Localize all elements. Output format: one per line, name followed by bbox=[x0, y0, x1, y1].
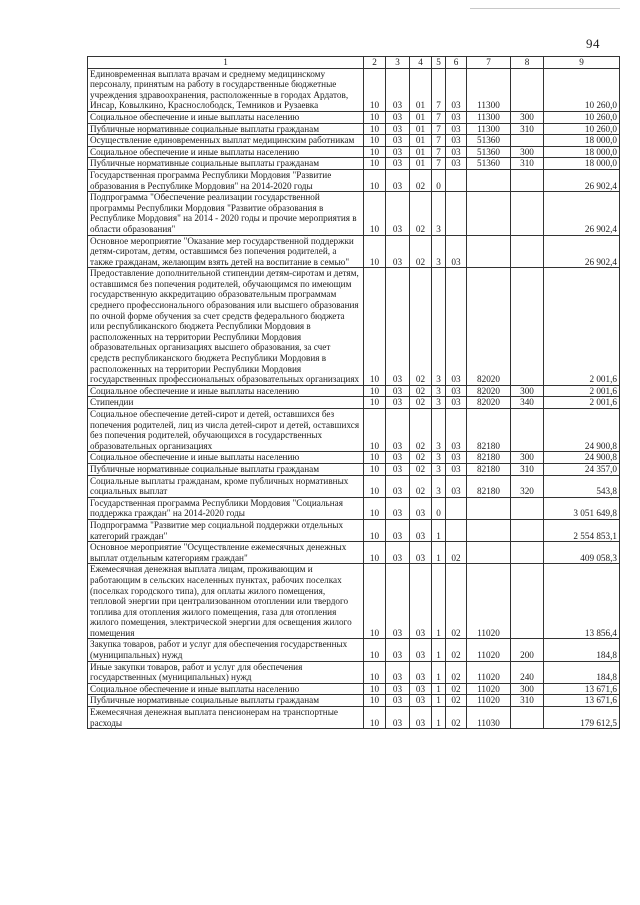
row-code-c5: 3 bbox=[432, 397, 446, 409]
row-code-c2: 10 bbox=[364, 519, 386, 541]
row-code-c7: 82020 bbox=[467, 397, 511, 409]
row-code-c8 bbox=[511, 409, 544, 452]
row-code-c7: 11300 bbox=[467, 111, 511, 123]
row-code-c7: 82180 bbox=[467, 463, 511, 475]
row-name: Публичные нормативные социальные выплаты гражданам bbox=[88, 463, 364, 475]
row-code-c6: 02 bbox=[446, 661, 467, 683]
row-code-c6: 03 bbox=[446, 475, 467, 497]
row-code-c7 bbox=[467, 235, 511, 268]
row-code-c6: 03 bbox=[446, 235, 467, 268]
row-code-c2: 10 bbox=[364, 409, 386, 452]
row-code-c7: 11020 bbox=[467, 661, 511, 683]
table-row bbox=[88, 519, 620, 541]
row-code-c3: 03 bbox=[386, 135, 410, 147]
table-row bbox=[88, 497, 620, 519]
row-code-c5: 3 bbox=[432, 268, 446, 386]
row-code-c7: 51360 bbox=[467, 135, 511, 147]
row-code-c5: 7 bbox=[432, 68, 446, 111]
row-code-c8 bbox=[511, 707, 544, 729]
row-code-c2: 10 bbox=[364, 695, 386, 707]
row-name: Социальное обеспечение и иные выплаты населению bbox=[88, 385, 364, 397]
row-code-c4: 02 bbox=[410, 169, 432, 191]
table-row bbox=[88, 542, 620, 564]
row-code-c4: 01 bbox=[410, 68, 432, 111]
row-code-c3: 03 bbox=[386, 68, 410, 111]
row-code-c5: 7 bbox=[432, 135, 446, 147]
row-code-c4: 02 bbox=[410, 235, 432, 268]
row-code-c7: 82020 bbox=[467, 385, 511, 397]
column-header-8: 8 bbox=[511, 57, 544, 69]
table-row bbox=[88, 123, 620, 135]
row-code-c3: 03 bbox=[386, 123, 410, 135]
row-sum: 2 001,6 bbox=[544, 385, 620, 397]
row-sum: 10 260,0 bbox=[544, 123, 620, 135]
row-code-c3: 03 bbox=[386, 564, 410, 639]
row-code-c8: 310 bbox=[511, 695, 544, 707]
row-code-c6: 03 bbox=[446, 409, 467, 452]
row-code-c8 bbox=[511, 235, 544, 268]
row-code-c6: 02 bbox=[446, 695, 467, 707]
row-code-c5: 0 bbox=[432, 169, 446, 191]
row-name: Подпрограмма "Развитие мер социальной поддержки отдельных категорий граждан" bbox=[88, 519, 364, 541]
row-code-c6: 03 bbox=[446, 111, 467, 123]
row-code-c4: 03 bbox=[410, 707, 432, 729]
row-sum: 18 000,0 bbox=[544, 146, 620, 158]
row-code-c8: 300 bbox=[511, 385, 544, 397]
row-code-c5: 1 bbox=[432, 707, 446, 729]
row-sum: 24 357,0 bbox=[544, 463, 620, 475]
table-row bbox=[88, 409, 620, 452]
row-name: Подпрограмма "Обеспечение реализации государственной программы Республики Мордовия "Развитие образования в Республике Мордовия" на 2014 - 2020 годы и прочие мероприятия в области образования" bbox=[88, 192, 364, 235]
row-name: Социальные выплаты гражданам, кроме публичных нормативных социальных выплат bbox=[88, 475, 364, 497]
row-code-c3: 03 bbox=[386, 158, 410, 170]
table-row bbox=[88, 235, 620, 268]
row-code-c4: 02 bbox=[410, 268, 432, 386]
row-code-c3: 03 bbox=[386, 519, 410, 541]
table-row bbox=[88, 146, 620, 158]
row-sum: 2 554 853,1 bbox=[544, 519, 620, 541]
row-code-c8: 200 bbox=[511, 639, 544, 661]
row-code-c3: 03 bbox=[386, 639, 410, 661]
row-code-c4: 01 bbox=[410, 135, 432, 147]
row-code-c6: 02 bbox=[446, 707, 467, 729]
row-sum: 10 260,0 bbox=[544, 68, 620, 111]
row-code-c5: 3 bbox=[432, 463, 446, 475]
row-code-c3: 03 bbox=[386, 542, 410, 564]
row-code-c5: 1 bbox=[432, 564, 446, 639]
row-sum: 543,8 bbox=[544, 475, 620, 497]
row-code-c4: 03 bbox=[410, 639, 432, 661]
row-code-c6 bbox=[446, 192, 467, 235]
table-row bbox=[88, 661, 620, 683]
row-code-c3: 03 bbox=[386, 385, 410, 397]
row-code-c8: 300 bbox=[511, 146, 544, 158]
row-code-c3: 03 bbox=[386, 661, 410, 683]
row-name: Иные закупки товаров, работ и услуг для обеспечения государственных (муниципальных) нужд bbox=[88, 661, 364, 683]
row-code-c7: 51360 bbox=[467, 158, 511, 170]
row-code-c2: 10 bbox=[364, 707, 386, 729]
row-name: Публичные нормативные социальные выплаты гражданам bbox=[88, 123, 364, 135]
row-sum: 409 058,3 bbox=[544, 542, 620, 564]
row-code-c7: 11020 bbox=[467, 564, 511, 639]
row-code-c4: 01 bbox=[410, 158, 432, 170]
row-code-c3: 03 bbox=[386, 452, 410, 464]
table-row bbox=[88, 135, 620, 147]
row-code-c2: 10 bbox=[364, 639, 386, 661]
row-code-c5: 1 bbox=[432, 519, 446, 541]
row-code-c8 bbox=[511, 519, 544, 541]
row-code-c2: 10 bbox=[364, 385, 386, 397]
row-code-c3: 03 bbox=[386, 683, 410, 695]
table-row bbox=[88, 695, 620, 707]
row-code-c4: 03 bbox=[410, 542, 432, 564]
row-code-c2: 10 bbox=[364, 542, 386, 564]
row-code-c3: 03 bbox=[386, 397, 410, 409]
row-code-c3: 03 bbox=[386, 192, 410, 235]
row-name: Публичные нормативные социальные выплаты гражданам bbox=[88, 695, 364, 707]
row-code-c4: 02 bbox=[410, 409, 432, 452]
row-name: Закупка товаров, работ и услуг для обеспечения государственных (муниципальных) нужд bbox=[88, 639, 364, 661]
row-sum: 184,8 bbox=[544, 639, 620, 661]
row-code-c8: 310 bbox=[511, 463, 544, 475]
row-code-c7: 11020 bbox=[467, 683, 511, 695]
row-code-c7: 82180 bbox=[467, 409, 511, 452]
row-code-c2: 10 bbox=[364, 661, 386, 683]
table-row bbox=[88, 397, 620, 409]
row-code-c2: 10 bbox=[364, 397, 386, 409]
row-name: Стипендии bbox=[88, 397, 364, 409]
row-code-c7: 11030 bbox=[467, 707, 511, 729]
row-code-c6: 03 bbox=[446, 463, 467, 475]
table-row bbox=[88, 564, 620, 639]
row-code-c2: 10 bbox=[364, 452, 386, 464]
row-code-c7 bbox=[467, 542, 511, 564]
row-code-c8: 300 bbox=[511, 452, 544, 464]
row-code-c7: 11020 bbox=[467, 695, 511, 707]
table-row bbox=[88, 385, 620, 397]
row-code-c2: 10 bbox=[364, 169, 386, 191]
column-header-6: 6 bbox=[446, 57, 467, 69]
row-code-c5: 0 bbox=[432, 497, 446, 519]
row-code-c5: 3 bbox=[432, 475, 446, 497]
row-code-c4: 02 bbox=[410, 192, 432, 235]
row-code-c8: 300 bbox=[511, 683, 544, 695]
row-name: Основное мероприятие "Оказание мер государственной поддержки детям-сиротам, детям, оставшимся без попечения родителей, а также гражданам, желающим взять детей на воспитание в семью" bbox=[88, 235, 364, 268]
column-header-5: 5 bbox=[432, 57, 446, 69]
row-code-c8 bbox=[511, 169, 544, 191]
row-code-c8 bbox=[511, 268, 544, 386]
row-code-c7: 11300 bbox=[467, 68, 511, 111]
row-code-c5: 1 bbox=[432, 661, 446, 683]
row-code-c8 bbox=[511, 192, 544, 235]
row-code-c8 bbox=[511, 542, 544, 564]
row-name: Социальное обеспечение и иные выплаты населению bbox=[88, 146, 364, 158]
table-row bbox=[88, 68, 620, 111]
row-code-c5: 1 bbox=[432, 639, 446, 661]
row-code-c2: 10 bbox=[364, 123, 386, 135]
row-code-c8: 300 bbox=[511, 111, 544, 123]
row-code-c4: 03 bbox=[410, 564, 432, 639]
row-code-c8: 340 bbox=[511, 397, 544, 409]
row-code-c2: 10 bbox=[364, 564, 386, 639]
column-header-7: 7 bbox=[467, 57, 511, 69]
row-code-c4: 02 bbox=[410, 475, 432, 497]
header-row bbox=[88, 57, 620, 69]
row-code-c7: 11020 bbox=[467, 639, 511, 661]
row-name: Государственная программа Республики Мордовия "Развитие образования в Республике Мордовия" на 2014-2020 годы bbox=[88, 169, 364, 191]
row-name: Осуществление единовременных выплат медицинским работникам bbox=[88, 135, 364, 147]
row-name: Публичные нормативные социальные выплаты гражданам bbox=[88, 158, 364, 170]
row-code-c7: 11300 bbox=[467, 123, 511, 135]
row-code-c7: 82180 bbox=[467, 452, 511, 464]
row-code-c3: 03 bbox=[386, 409, 410, 452]
row-sum: 184,8 bbox=[544, 661, 620, 683]
row-code-c4: 03 bbox=[410, 661, 432, 683]
row-code-c2: 10 bbox=[364, 475, 386, 497]
row-code-c6: 03 bbox=[446, 452, 467, 464]
row-sum: 24 900,8 bbox=[544, 409, 620, 452]
row-code-c8 bbox=[511, 497, 544, 519]
row-code-c4: 02 bbox=[410, 385, 432, 397]
row-code-c7: 82020 bbox=[467, 268, 511, 386]
row-code-c7 bbox=[467, 192, 511, 235]
row-code-c6: 03 bbox=[446, 123, 467, 135]
table-row bbox=[88, 683, 620, 695]
row-code-c4: 03 bbox=[410, 683, 432, 695]
row-code-c4: 01 bbox=[410, 123, 432, 135]
table-row bbox=[88, 111, 620, 123]
row-code-c6: 02 bbox=[446, 564, 467, 639]
row-code-c2: 10 bbox=[364, 68, 386, 111]
row-code-c5: 7 bbox=[432, 123, 446, 135]
column-header-3: 3 bbox=[386, 57, 410, 69]
row-sum: 179 612,5 bbox=[544, 707, 620, 729]
row-code-c3: 03 bbox=[386, 146, 410, 158]
row-name: Социальное обеспечение и иные выплаты населению bbox=[88, 111, 364, 123]
row-name: Единовременная выплата врачам и среднему медицинскому персоналу, принятым на работу в государственные бюджетные учреждения здравоохранения, расположенные в городах Ардатов, Инсар, Ковылкино, Краснослободск, Темников и Рузаевка bbox=[88, 68, 364, 111]
row-code-c3: 03 bbox=[386, 475, 410, 497]
row-code-c5: 3 bbox=[432, 235, 446, 268]
row-code-c6: 03 bbox=[446, 135, 467, 147]
page-number: 94 bbox=[586, 36, 600, 51]
row-sum: 13 671,6 bbox=[544, 683, 620, 695]
row-code-c5: 7 bbox=[432, 111, 446, 123]
column-header-9: 9 bbox=[544, 57, 620, 69]
row-code-c6: 03 bbox=[446, 68, 467, 111]
row-code-c3: 03 bbox=[386, 235, 410, 268]
row-code-c7 bbox=[467, 519, 511, 541]
table-row bbox=[88, 169, 620, 191]
row-code-c8: 320 bbox=[511, 475, 544, 497]
row-code-c8 bbox=[511, 564, 544, 639]
table-body bbox=[88, 68, 620, 729]
row-code-c3: 03 bbox=[386, 169, 410, 191]
row-name: Социальное обеспечение детей-сирот и детей, оставшихся без попечения родителей, лиц из числа детей-сирот и детей, оставшихся без попечения родителей, обучающихся в государственных образовательных организациях bbox=[88, 409, 364, 452]
row-code-c6: 02 bbox=[446, 639, 467, 661]
row-code-c7 bbox=[467, 169, 511, 191]
budget-table bbox=[87, 56, 620, 729]
row-code-c2: 10 bbox=[364, 192, 386, 235]
row-code-c2: 10 bbox=[364, 235, 386, 268]
row-code-c5: 3 bbox=[432, 452, 446, 464]
row-code-c5: 3 bbox=[432, 409, 446, 452]
row-sum: 10 260,0 bbox=[544, 111, 620, 123]
row-code-c4: 02 bbox=[410, 463, 432, 475]
row-code-c6: 02 bbox=[446, 542, 467, 564]
table-row bbox=[88, 158, 620, 170]
row-code-c8: 310 bbox=[511, 158, 544, 170]
table-row bbox=[88, 192, 620, 235]
row-sum: 26 902,4 bbox=[544, 235, 620, 268]
row-code-c3: 03 bbox=[386, 111, 410, 123]
row-code-c2: 10 bbox=[364, 268, 386, 386]
row-sum: 18 000,0 bbox=[544, 135, 620, 147]
row-code-c6 bbox=[446, 169, 467, 191]
row-sum: 2 001,6 bbox=[544, 397, 620, 409]
row-code-c7: 51360 bbox=[467, 146, 511, 158]
row-code-c4: 02 bbox=[410, 452, 432, 464]
row-code-c4: 03 bbox=[410, 695, 432, 707]
row-code-c6: 03 bbox=[446, 146, 467, 158]
table-row bbox=[88, 639, 620, 661]
row-code-c5: 1 bbox=[432, 542, 446, 564]
table-row bbox=[88, 268, 620, 386]
row-code-c6: 03 bbox=[446, 268, 467, 386]
row-code-c7 bbox=[467, 497, 511, 519]
row-sum: 26 902,4 bbox=[544, 169, 620, 191]
row-code-c2: 10 bbox=[364, 158, 386, 170]
row-sum: 13 671,6 bbox=[544, 695, 620, 707]
row-code-c6: 03 bbox=[446, 397, 467, 409]
column-header-2: 2 bbox=[364, 57, 386, 69]
row-code-c3: 03 bbox=[386, 497, 410, 519]
row-name: Ежемесячная денежная выплата пенсионерам на транспортные расходы bbox=[88, 707, 364, 729]
row-code-c6: 03 bbox=[446, 385, 467, 397]
row-code-c8: 310 bbox=[511, 123, 544, 135]
top-edge-line bbox=[470, 8, 620, 9]
row-code-c3: 03 bbox=[386, 695, 410, 707]
row-sum: 3 051 649,8 bbox=[544, 497, 620, 519]
row-code-c8 bbox=[511, 135, 544, 147]
row-code-c5: 3 bbox=[432, 385, 446, 397]
row-code-c4: 01 bbox=[410, 146, 432, 158]
row-sum: 24 900,8 bbox=[544, 452, 620, 464]
table-row bbox=[88, 475, 620, 497]
row-code-c4: 03 bbox=[410, 519, 432, 541]
row-name: Социальное обеспечение и иные выплаты населению bbox=[88, 452, 364, 464]
row-code-c6: 03 bbox=[446, 158, 467, 170]
row-name: Ежемесячная денежная выплата лицам, проживающим и работающим в сельских населенных пунктах, рабочих поселках (поселках городского типа), для оплаты жилого помещения, тепловой энергии при централизованном отоплении или твердого топлива для отопления жилого помещения, газа для отопления жилого помещения, электрической энергии для освещения жилого помещения bbox=[88, 564, 364, 639]
row-sum: 18 000,0 bbox=[544, 158, 620, 170]
row-code-c4: 02 bbox=[410, 397, 432, 409]
row-code-c5: 7 bbox=[432, 158, 446, 170]
row-code-c2: 10 bbox=[364, 111, 386, 123]
row-code-c3: 03 bbox=[386, 268, 410, 386]
row-code-c6 bbox=[446, 497, 467, 519]
row-code-c4: 01 bbox=[410, 111, 432, 123]
column-header-4: 4 bbox=[410, 57, 432, 69]
row-name: Государственная программа Республики Мордовия "Социальная поддержка граждан" на 2014-2020 годы bbox=[88, 497, 364, 519]
row-code-c2: 10 bbox=[364, 463, 386, 475]
row-code-c5: 1 bbox=[432, 683, 446, 695]
row-code-c7: 82180 bbox=[467, 475, 511, 497]
row-code-c2: 10 bbox=[364, 146, 386, 158]
row-code-c8 bbox=[511, 68, 544, 111]
row-code-c2: 10 bbox=[364, 683, 386, 695]
row-code-c6 bbox=[446, 519, 467, 541]
row-code-c2: 10 bbox=[364, 497, 386, 519]
row-code-c6: 02 bbox=[446, 683, 467, 695]
row-code-c4: 03 bbox=[410, 497, 432, 519]
row-name: Социальное обеспечение и иные выплаты населению bbox=[88, 683, 364, 695]
row-sum: 13 856,4 bbox=[544, 564, 620, 639]
row-sum: 26 902,4 bbox=[544, 192, 620, 235]
row-code-c5: 3 bbox=[432, 192, 446, 235]
row-code-c5: 1 bbox=[432, 695, 446, 707]
row-code-c5: 7 bbox=[432, 146, 446, 158]
table-row bbox=[88, 452, 620, 464]
row-sum: 2 001,6 bbox=[544, 268, 620, 386]
row-code-c3: 03 bbox=[386, 463, 410, 475]
row-code-c3: 03 bbox=[386, 707, 410, 729]
row-name: Предоставление дополнительной стипендии детям-сиротам и детям, оставшимся без попечения родителей, обучающимся по имеющим государственную аккредитацию образовательным программам среднего профессионального образования или высшего образования по очной форме обучения за счет средств федерального бюджета или республиканского бюджета Республики Мордовия в расположенных на территории Республики Мордовия образовательных организациях высшего образования, за счет средств республиканского бюджета Республики Мордовия в расположенных на территории Республики Мордовия государственных профессиональных образовательных организациях bbox=[88, 268, 364, 386]
row-code-c2: 10 bbox=[364, 135, 386, 147]
table-row bbox=[88, 463, 620, 475]
table-row bbox=[88, 707, 620, 729]
column-header-1: 1 bbox=[88, 57, 364, 69]
row-name: Основное мероприятие "Осуществление ежемесячных денежных выплат отдельным категориям граждан" bbox=[88, 542, 364, 564]
row-code-c8: 240 bbox=[511, 661, 544, 683]
